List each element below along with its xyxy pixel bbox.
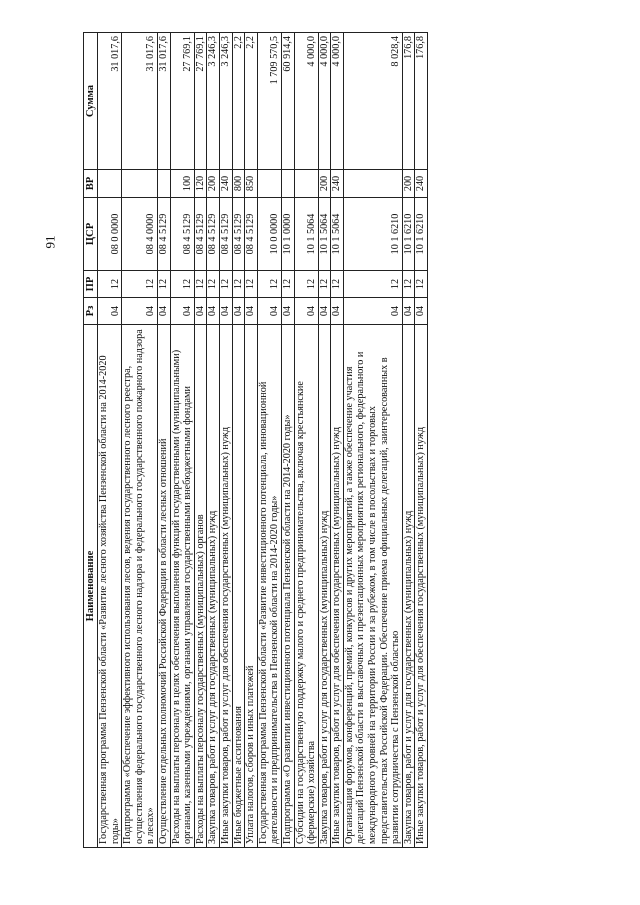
cell-sum: 4 000,0 (331, 33, 344, 170)
cell-sum: 176,8 (402, 33, 415, 170)
cell-csr: 08 0 0000 (98, 198, 122, 271)
cell-sum: 31 017,6 (122, 33, 158, 170)
header-pr: ПР (84, 271, 98, 298)
cell-name: Государственная программа Пензенской области «Развитие инвестиционного потенциала, инновационной деятельности и предпринимательства в Пензенской области на 2014-2020 годы» (257, 325, 281, 848)
cell-rz: 04 (245, 298, 258, 325)
cell-vr: 240 (331, 170, 344, 198)
cell-rz: 04 (170, 298, 194, 325)
cell-csr: 08 4 5129 (157, 198, 170, 271)
table-row (98, 33, 122, 848)
cell-rz: 04 (194, 298, 207, 325)
cell-sum: 3 246,3 (219, 33, 232, 170)
cell-pr: 12 (402, 271, 415, 298)
cell-csr: 08 4 5129 (194, 198, 207, 271)
cell-rz: 04 (98, 298, 122, 325)
table-row (257, 33, 281, 848)
cell-pr: 12 (170, 271, 194, 298)
cell-sum: 31 017,6 (98, 33, 122, 170)
cell-pr: 12 (122, 271, 158, 298)
table-row (245, 33, 258, 848)
cell-sum: 2,2 (245, 33, 258, 170)
cell-vr: 800 (232, 170, 245, 198)
table-header-row (84, 33, 98, 848)
cell-csr: 10 1 5064 (331, 198, 344, 271)
table-row (415, 33, 428, 848)
cell-sum: 31 017,6 (157, 33, 170, 170)
page-number (42, 222, 58, 262)
cell-name: Иные закупки товаров, работ и услуг для обеспечения государственных (муниципальных) нужд (331, 325, 344, 848)
cell-vr: 240 (219, 170, 232, 198)
header-csr: ЦСР (84, 198, 98, 271)
cell-vr (281, 170, 294, 198)
rotated-page-content (83, 33, 539, 848)
cell-rz: 04 (157, 298, 170, 325)
cell-csr: 08 4 5129 (219, 198, 232, 271)
cell-csr: 10 1 5064 (294, 198, 318, 271)
cell-rz: 04 (402, 298, 415, 325)
cell-vr (294, 170, 318, 198)
cell-name: Подпрограмма «О развитии инвестиционного потенциала Пензенской области на 2014-2020 годы» (281, 325, 294, 848)
page-number-text: 91 (42, 235, 57, 249)
table-row (294, 33, 318, 848)
cell-name: Иные бюджетные ассигнования (232, 325, 245, 848)
table-row (170, 33, 194, 848)
cell-rz: 04 (257, 298, 281, 325)
cell-vr: 200 (402, 170, 415, 198)
cell-vr (257, 170, 281, 198)
cell-name: Закупка товаров, работ и услуг для государственных (муниципальных) нужд (402, 325, 415, 848)
cell-rz: 04 (219, 298, 232, 325)
budget-table (83, 32, 428, 848)
cell-sum: 4 000,0 (294, 33, 318, 170)
cell-pr: 12 (98, 271, 122, 298)
cell-name: Организация форумов, конференций, премий, конкурсов и других мероприятий, а также обеспечение участия делегаций Пензенской области в выставочных и презентационных мероприятиях регионального, федерального и международного уровней на территории России и за рубежом, в том числе в посольствах и торговых представительствах Российской Федерации. Обеспечение приема официальных делегаций, заинтересованных в развитии сотрудничества с Пензенской областью (343, 325, 402, 848)
cell-name: Государственная программа Пензенской области «Развитие лесного хозяйства Пензенской области на 2014-2020 годы» (98, 325, 122, 848)
table-row (232, 33, 245, 848)
cell-csr: 10 1 0000 (281, 198, 294, 271)
cell-sum: 8 028,4 (343, 33, 402, 170)
cell-csr: 08 4 5129 (232, 198, 245, 271)
cell-sum: 176,8 (415, 33, 428, 170)
table-row (219, 33, 232, 848)
cell-name: Иные закупки товаров, работ и услуг для обеспечения государственных (муниципальных) нужд (219, 325, 232, 848)
cell-pr: 12 (331, 271, 344, 298)
cell-name: Иные закупки товаров, работ и услуг для обеспечения государственных (муниципальных) нужд (415, 325, 428, 848)
cell-vr: 240 (415, 170, 428, 198)
cell-vr (122, 170, 158, 198)
cell-vr: 120 (194, 170, 207, 198)
header-rz: Рз (84, 298, 98, 325)
cell-rz: 04 (343, 298, 402, 325)
cell-pr: 12 (415, 271, 428, 298)
cell-name: Закупка товаров, работ и услуг для государственных (муниципальных) нужд (318, 325, 331, 848)
cell-name: Подпрограмма «Обеспечение эффективного использования лесов, ведения государственного лесного реестра, осуществления федерального государственного лесного надзора и федерального государственного пожарного надзора в лесах» (122, 325, 158, 848)
cell-sum: 27 769,1 (194, 33, 207, 170)
cell-pr: 12 (318, 271, 331, 298)
cell-vr (343, 170, 402, 198)
cell-rz: 04 (207, 298, 220, 325)
cell-rz: 04 (415, 298, 428, 325)
table-row (194, 33, 207, 848)
cell-vr: 200 (318, 170, 331, 198)
cell-pr: 12 (232, 271, 245, 298)
cell-name: Осуществление отдельных полномочий Российской Федерации в области лесных отношений (157, 325, 170, 848)
cell-vr: 850 (245, 170, 258, 198)
cell-csr: 08 4 5129 (245, 198, 258, 271)
cell-csr: 10 1 5064 (318, 198, 331, 271)
cell-sum: 3 246,3 (207, 33, 220, 170)
cell-pr: 12 (343, 271, 402, 298)
cell-name: Расходы на выплаты персоналу в целях обеспечения выполнения функций государственными (муниципальными) органами, казенными учреждениями, органами управления государственными внебюджетными фондами (170, 325, 194, 848)
cell-vr (98, 170, 122, 198)
cell-sum: 27 769,1 (170, 33, 194, 170)
cell-rz: 04 (122, 298, 158, 325)
cell-csr: 10 0 0000 (257, 198, 281, 271)
cell-name: Субсидии на государственную поддержку малого и среднего предпринимательства, включая крестьянские (фермерские) хозяйства (294, 325, 318, 848)
table-row (318, 33, 331, 848)
table-row (343, 33, 402, 848)
cell-csr: 08 4 5129 (170, 198, 194, 271)
cell-vr: 100 (170, 170, 194, 198)
cell-pr: 12 (245, 271, 258, 298)
cell-csr: 10 1 6210 (343, 198, 402, 271)
table-row (402, 33, 415, 848)
header-sum: Сумма (84, 33, 98, 170)
cell-pr: 12 (157, 271, 170, 298)
cell-pr: 12 (294, 271, 318, 298)
cell-vr (157, 170, 170, 198)
cell-sum: 1 709 570,5 (257, 33, 281, 170)
cell-name: Закупка товаров, работ и услуг для государственных (муниципальных) нужд (207, 325, 220, 848)
table-row (331, 33, 344, 848)
cell-name: Расходы на выплаты персоналу государственных (муниципальных) органов (194, 325, 207, 848)
cell-sum: 2,2 (232, 33, 245, 170)
cell-pr: 12 (219, 271, 232, 298)
cell-rz: 04 (232, 298, 245, 325)
cell-name: Уплата налогов, сборов и иных платежей (245, 325, 258, 848)
cell-rz: 04 (331, 298, 344, 325)
cell-pr: 12 (207, 271, 220, 298)
header-name: Наименование (84, 325, 98, 848)
cell-vr: 200 (207, 170, 220, 198)
cell-sum: 60 914,4 (281, 33, 294, 170)
cell-rz: 04 (294, 298, 318, 325)
table-row (122, 33, 158, 848)
table-row (207, 33, 220, 848)
header-vr: ВР (84, 170, 98, 198)
cell-rz: 04 (318, 298, 331, 325)
cell-csr: 08 4 0000 (122, 198, 158, 271)
cell-pr: 12 (257, 271, 281, 298)
table-row (157, 33, 170, 848)
cell-pr: 12 (281, 271, 294, 298)
cell-rz: 04 (281, 298, 294, 325)
cell-csr: 10 1 6210 (402, 198, 415, 271)
cell-csr: 08 4 5129 (207, 198, 220, 271)
table-row (281, 33, 294, 848)
cell-csr: 10 1 6210 (415, 198, 428, 271)
cell-sum: 4 000,0 (318, 33, 331, 170)
cell-pr: 12 (194, 271, 207, 298)
